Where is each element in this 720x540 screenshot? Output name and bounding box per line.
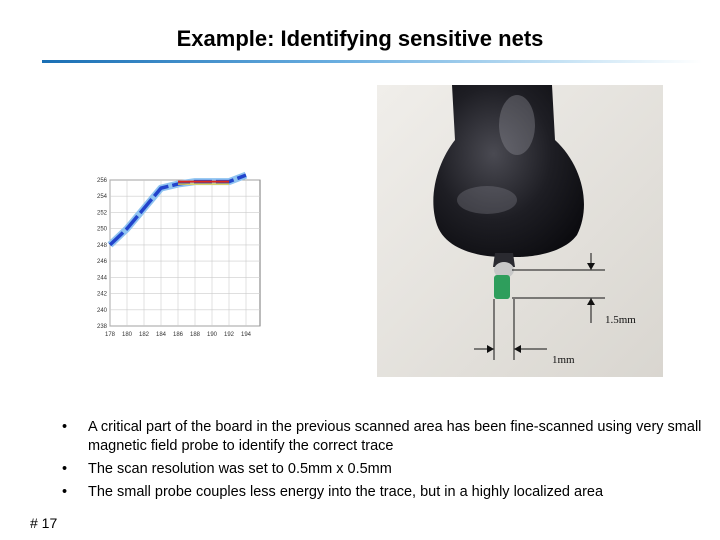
x-tick-label: 192: [223, 332, 235, 338]
bullet-marker: •: [62, 484, 68, 500]
bullet-item: [62, 483, 702, 502]
x-tick-label: 182: [138, 332, 150, 338]
slide-title: Example: Identifying sensitive nets: [176, 26, 544, 51]
y-tick-label: 240: [96, 307, 107, 314]
probe-photo: [377, 85, 663, 377]
y-tick-label: 252: [96, 210, 107, 217]
x-tick-label: 188: [189, 332, 201, 338]
y-tick-label: 238: [96, 324, 107, 330]
x-tick-label: 184: [155, 332, 167, 338]
slide-number: # 17: [30, 515, 58, 531]
plot-frame: [110, 180, 260, 326]
bullet-item: [62, 418, 702, 456]
x-tick-label: 190: [206, 332, 218, 338]
dimension-label-vertical: 1.5mm: [605, 314, 636, 326]
y-tick-label: 246: [96, 259, 107, 266]
scan-plot: [68, 168, 268, 338]
y-tick-label: 256: [96, 178, 107, 184]
bullet-text: The small probe couples less energy into the trace, but in a highly localized area: [88, 484, 604, 500]
probe-highlight-2: [457, 186, 517, 214]
probe-highlight: [499, 95, 535, 155]
plot-grid: [110, 180, 260, 326]
x-tick-label: 180: [121, 332, 133, 338]
bullet-marker: •: [62, 419, 68, 435]
y-tick-label: 254: [96, 194, 107, 201]
bullet-marker: •: [62, 461, 68, 477]
probe-tip-green: [494, 275, 510, 299]
y-tick-label: 248: [96, 242, 107, 249]
x-tick-label: 178: [104, 332, 116, 338]
x-tick-label: 186: [172, 332, 184, 338]
plot-y-ticks: [97, 178, 108, 330]
title-underline: [42, 60, 702, 63]
y-tick-label: 244: [96, 275, 107, 282]
dimension-label-horizontal: 1mm: [552, 354, 575, 366]
bullet-item: [62, 460, 702, 479]
bullet-text: The scan resolution was set to 0.5mm x 0.5mm: [88, 461, 392, 477]
bullet-text: A critical part of the board in the previous scanned area has been fine-scanned using very small magnetic field probe to identify the correct trace: [88, 419, 702, 454]
plot-x-ticks: [105, 332, 252, 338]
y-tick-label: 250: [96, 226, 107, 233]
bullet-list: [62, 418, 702, 506]
y-tick-label: 242: [96, 291, 107, 298]
x-tick-label: 194: [240, 332, 252, 338]
